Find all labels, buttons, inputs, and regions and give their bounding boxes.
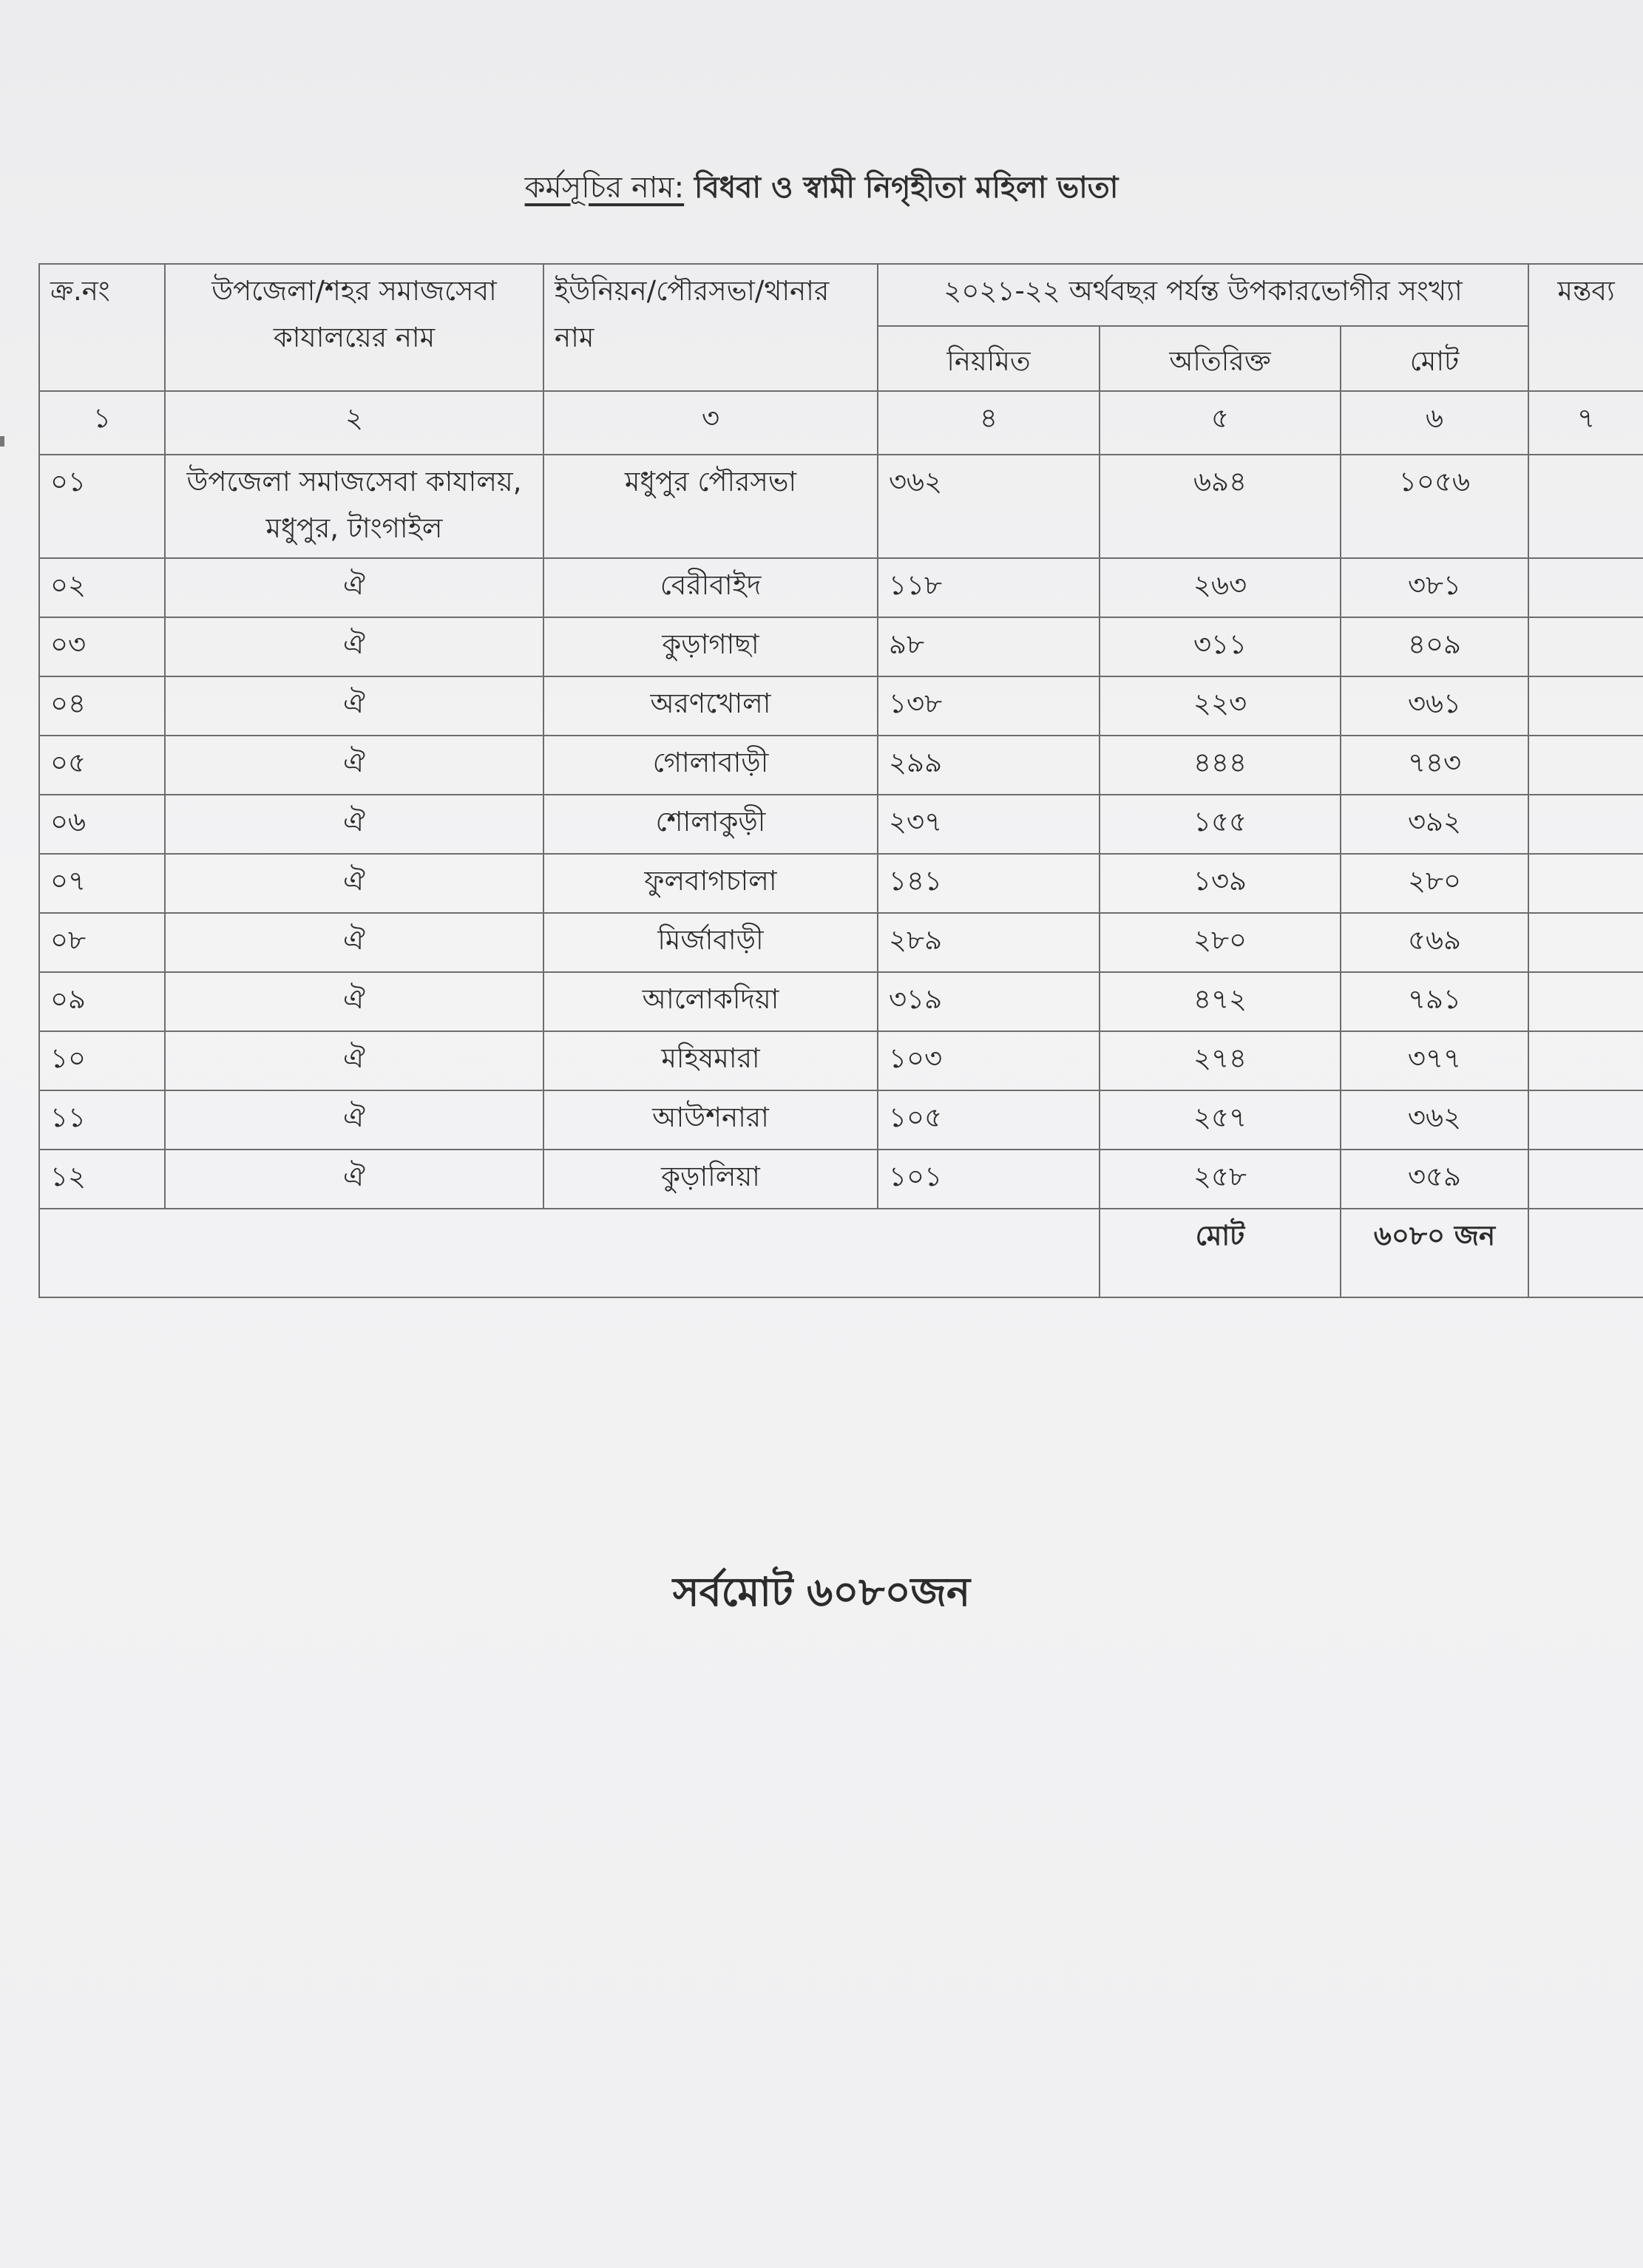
regular-count-cell: ২৯৯ [878,736,1100,795]
extra-count-cell: ৪৪৪ [1100,736,1341,795]
extra-count-cell: ২৫৮ [1100,1150,1341,1209]
serial-cell: ০৩ [39,617,165,676]
header-office: উপজেলা/শহর সমাজসেবা কাযালয়ের নাম [165,264,543,391]
remarks-cell [1528,795,1643,854]
total-count-cell: ৫৬৯ [1341,913,1528,972]
extra-count-cell: ৩১১ [1100,617,1341,676]
regular-count-cell: ১০৩ [878,1031,1100,1090]
serial-cell: ০৬ [39,795,165,854]
extra-count-cell: ২৫৭ [1100,1090,1341,1150]
office-cell: উপজেলা সমাজসেবা কাযালয়, মধুপুর, টাংগাইল [165,455,543,558]
union-cell: কুড়াগাছা [543,617,878,676]
remarks-cell [1528,617,1643,676]
office-cell: ঐ [165,913,543,972]
union-cell: মধুপুর পৌরসভা [543,455,878,558]
table-row [39,455,1643,558]
table-row [39,736,1643,795]
regular-count-cell: ১৪১ [878,854,1100,913]
total-count-cell: ৪০৯ [1341,617,1528,676]
table-row [39,1150,1643,1209]
regular-count-cell: ২৮৯ [878,913,1100,972]
union-cell: বেরীবাইদ [543,558,878,617]
column-number: ৭ [1528,391,1643,455]
total-count-cell: ৩৭৭ [1341,1031,1528,1090]
total-value: ৬০৮০ জন [1341,1209,1528,1297]
serial-cell: ০৪ [39,676,165,736]
office-cell: ঐ [165,854,543,913]
extra-count-cell: ৪৭২ [1100,972,1341,1031]
remarks-cell [1528,854,1643,913]
table-row [39,1031,1643,1090]
column-number: ৩ [543,391,878,455]
extra-count-cell: ৬৯৪ [1100,455,1341,558]
serial-cell: ১২ [39,1150,165,1209]
union-cell: আলোকদিয়া [543,972,878,1031]
serial-cell: ০৯ [39,972,165,1031]
remarks-cell [1528,455,1643,558]
program-title-label: কর্মসূচির নাম: [524,171,685,205]
edge-mark [0,436,4,447]
column-number: ২ [165,391,543,455]
union-cell: অরণখোলা [543,676,878,736]
serial-cell: ০১ [39,455,165,558]
remarks-cell [1528,913,1643,972]
serial-cell: ০৮ [39,913,165,972]
serial-cell: ১১ [39,1090,165,1150]
total-count-cell: ৩৯২ [1341,795,1528,854]
serial-cell: ০৫ [39,736,165,795]
header-beneficiary-count: ২০২১-২২ অর্থবছর পর্যন্ত উপকারভোগীর সংখ্যা [878,264,1528,326]
office-cell: ঐ [165,558,543,617]
remarks-cell [1528,1150,1643,1209]
grand-total: সর্বমোট ৬০৮০জন [672,1569,971,1615]
office-cell: ঐ [165,676,543,736]
program-title-value: বিধবা ও স্বামী নিগৃহীতা মহিলা ভাতা [694,171,1119,205]
header-row [39,264,1643,326]
remarks-cell [1528,1090,1643,1150]
table-row [39,617,1643,676]
table-row [39,913,1643,972]
column-number-row [39,391,1643,455]
beneficiary-table [38,263,1643,1298]
extra-count-cell: ২৬৩ [1100,558,1341,617]
total-count-cell: ৩৬১ [1341,676,1528,736]
extra-count-cell: ১৫৫ [1100,795,1341,854]
office-cell: ঐ [165,617,543,676]
office-cell: ঐ [165,795,543,854]
column-number: ৫ [1100,391,1341,455]
regular-count-cell: ১১৮ [878,558,1100,617]
total-count-cell: ৩৫৯ [1341,1150,1528,1209]
column-number: ১ [39,391,165,455]
extra-count-cell: ১৩৯ [1100,854,1341,913]
office-cell: ঐ [165,1090,543,1150]
regular-count-cell: ৩৬২ [878,455,1100,558]
union-cell: ফুলবাগচালা [543,854,878,913]
table-row [39,676,1643,736]
total-label: মোট [1100,1209,1341,1297]
header-remarks: মন্তব্য [1528,264,1643,391]
header-union: ইউনিয়ন/পৌরসভা/থানার নাম [543,264,878,391]
union-cell: গোলাবাড়ী [543,736,878,795]
remarks-cell [1528,676,1643,736]
total-remarks-cell [1528,1209,1643,1297]
office-cell: ঐ [165,1150,543,1209]
extra-count-cell: ২৮০ [1100,913,1341,972]
serial-cell: ১০ [39,1031,165,1090]
table-row [39,795,1643,854]
remarks-cell [1528,972,1643,1031]
total-count-cell: ৩৬২ [1341,1090,1528,1150]
remarks-cell [1528,558,1643,617]
remarks-cell [1528,1031,1643,1090]
header-extra: অতিরিক্ত [1100,326,1341,391]
table-row [39,1090,1643,1150]
regular-count-cell: ১০১ [878,1150,1100,1209]
total-count-cell: ৭৯১ [1341,972,1528,1031]
total-row-spacer [39,1209,1100,1297]
program-title [0,164,1643,214]
union-cell: শোলাকুড়ী [543,795,878,854]
total-count-cell: ২৮০ [1341,854,1528,913]
column-number: ৪ [878,391,1100,455]
regular-count-cell: ১০৫ [878,1090,1100,1150]
union-cell: আউশনারা [543,1090,878,1150]
table-row [39,854,1643,913]
office-cell: ঐ [165,736,543,795]
table-row [39,972,1643,1031]
regular-count-cell: ২৩৭ [878,795,1100,854]
header-serial: ক্র.নং [39,264,165,391]
extra-count-cell: ২২৩ [1100,676,1341,736]
office-cell: ঐ [165,1031,543,1090]
header-regular: নিয়মিত [878,326,1100,391]
regular-count-cell: ৯৮ [878,617,1100,676]
remarks-cell [1528,736,1643,795]
union-cell: মহিষমারা [543,1031,878,1090]
regular-count-cell: ৩১৯ [878,972,1100,1031]
extra-count-cell: ২৭৪ [1100,1031,1341,1090]
office-cell: ঐ [165,972,543,1031]
header-total: মোট [1341,326,1528,391]
serial-cell: ০২ [39,558,165,617]
union-cell: মির্জাবাড়ী [543,913,878,972]
total-row [39,1209,1643,1297]
regular-count-cell: ১৩৮ [878,676,1100,736]
table-row [39,558,1643,617]
total-count-cell: ৭৪৩ [1341,736,1528,795]
total-count-cell: ৩৮১ [1341,558,1528,617]
serial-cell: ০৭ [39,854,165,913]
union-cell: কুড়ালিয়া [543,1150,878,1209]
total-count-cell: ১০৫৬ [1341,455,1528,558]
column-number: ৬ [1341,391,1528,455]
